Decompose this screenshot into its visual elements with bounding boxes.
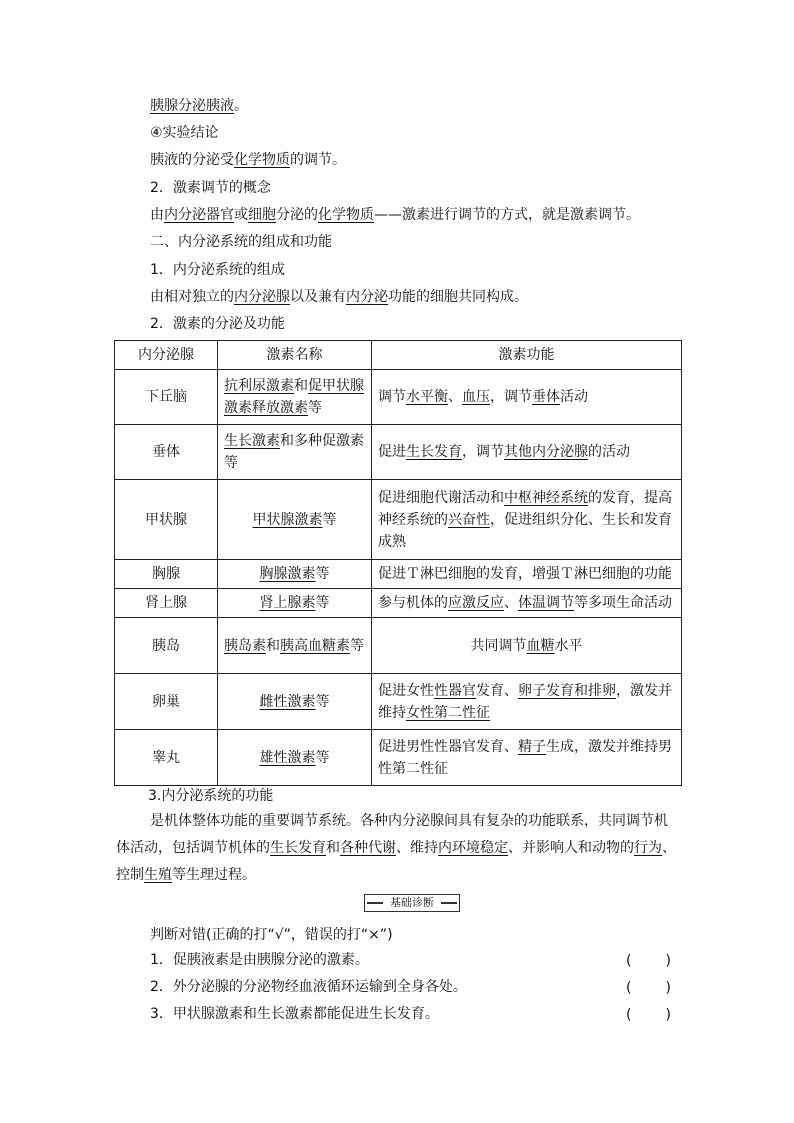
text-run: ，调节 xyxy=(490,389,532,405)
underlined-term: 血糖 xyxy=(526,637,555,654)
text-run: 胰液的分泌受 xyxy=(150,152,234,168)
underlined-term: 胸腺激素 xyxy=(259,566,316,582)
text-line xyxy=(150,150,346,170)
table-row xyxy=(115,370,682,425)
underlined-term: 生长发育 xyxy=(406,444,462,460)
hormone-table xyxy=(114,340,682,786)
underlined-term: 胰高血糖素 xyxy=(280,637,350,654)
text-run: 等 xyxy=(308,400,322,416)
function-cell xyxy=(372,730,682,786)
text-run: 促进细胞代谢活动和 xyxy=(378,489,504,506)
text-run: 等 xyxy=(350,637,364,654)
text-run: 等多项生命活动 xyxy=(574,595,672,611)
hormone-cell xyxy=(218,730,372,786)
underlined-term: 性器官 xyxy=(434,682,476,699)
text-run: 等 xyxy=(315,595,330,611)
text-run: 由相对独立的 xyxy=(150,289,234,305)
text-line xyxy=(116,838,676,858)
underlined-term: 胰腺分泌胰液 xyxy=(150,98,234,114)
function-cell xyxy=(372,674,682,730)
text-run: 二、内分泌系统的组成和功能 xyxy=(150,234,332,250)
instruction-text: 判断对错(正确的打“√”，错误的打“×”) xyxy=(150,927,393,943)
text-run: 和多种促激素等 xyxy=(224,433,364,471)
underlined-term: 女性第二性征 xyxy=(406,704,490,721)
underlined-term: 内分泌器官 xyxy=(164,207,234,223)
underlined-term: 行为 xyxy=(634,840,662,856)
underlined-term: 内分泌 xyxy=(346,289,388,305)
gland-cell: 下丘脑 xyxy=(115,370,218,425)
text-run: 以及兼有 xyxy=(290,289,346,305)
text-line xyxy=(150,287,528,307)
text-run: 水平 xyxy=(554,637,583,654)
text-run: 调节 xyxy=(378,389,406,405)
underlined-term: 兴奋性 xyxy=(448,511,490,528)
answer-paren[interactable]: ( ) xyxy=(626,1007,673,1023)
text-line xyxy=(150,811,668,831)
underlined-term: 生殖 xyxy=(144,867,172,883)
underlined-term: 内分泌腺 xyxy=(234,289,290,305)
text-run: 控制 xyxy=(116,867,144,883)
table-row xyxy=(115,674,682,730)
underlined-term: 卵子发育和排卵 xyxy=(518,682,616,699)
hormone-cell xyxy=(218,589,372,618)
text-run: 由 xyxy=(150,207,164,223)
text-run: 是机体整体功能的重要调节系统。各种内分泌腺间具有复杂的功能联系，共同调节机 xyxy=(150,813,668,829)
text-run: 和 xyxy=(294,378,308,394)
text-run: 1．内分泌系统的组成 xyxy=(150,262,285,278)
underlined-term: 精子 xyxy=(518,738,546,755)
text-run: 促进男性性器官发育、 xyxy=(378,738,518,755)
answer-paren[interactable]: ( ) xyxy=(626,980,673,996)
text-run: ④实验结论 xyxy=(150,125,219,141)
gland-cell: 睾丸 xyxy=(115,730,218,786)
text-run: 参与机体的 xyxy=(378,595,448,611)
text-run: 的发育，提高神经系统的 xyxy=(378,489,672,528)
text-run: 活动 xyxy=(560,389,588,405)
underlined-term: 抗利尿激素 xyxy=(224,378,294,394)
text-run: 、 xyxy=(448,389,462,405)
text-run: 等生理过程。 xyxy=(172,867,256,883)
function-cell xyxy=(372,425,682,480)
section-badge xyxy=(364,894,460,912)
text-run: 、维持 xyxy=(396,840,438,856)
text-run: 促进Ｔ淋巴细胞的发育，增强Ｔ淋巴细胞的功能 xyxy=(378,566,672,582)
underlined-term: 水平衡 xyxy=(406,389,448,405)
underlined-term: 中枢神经系统 xyxy=(504,489,588,506)
text-run: 促进女性 xyxy=(378,682,434,699)
answer-paren[interactable]: ( ) xyxy=(626,953,673,969)
text-run: 促进 xyxy=(378,444,406,460)
underlined-term: 生长发育 xyxy=(270,840,326,856)
underlined-term: 化学物质 xyxy=(318,207,374,223)
underlined-term: 垂体 xyxy=(532,389,560,405)
text-run: ，促进组织分化、生长和发育成熟 xyxy=(378,511,672,550)
subheading xyxy=(150,260,285,280)
question-item: 3．甲状腺激素和生长激素都能促进生长发育。 xyxy=(150,1006,439,1022)
underlined-term: 内环境稳定 xyxy=(438,840,508,856)
text-run: 发育、 xyxy=(476,682,518,699)
text-run: 、并影响人和动物的 xyxy=(508,840,634,856)
text-run: 分泌的 xyxy=(276,207,318,223)
text-run: 体活动，包括调节机体的 xyxy=(116,840,270,856)
text-run: ——激素进行调节的方式，就是激素调节。 xyxy=(374,207,640,223)
table-row xyxy=(115,480,682,560)
text-line xyxy=(150,96,248,116)
text-line xyxy=(150,205,640,225)
underlined-term: 应激反应 xyxy=(448,595,504,611)
text-run: 。 xyxy=(234,98,248,114)
function-cell xyxy=(372,618,682,674)
table-header-row xyxy=(115,341,682,370)
text-line xyxy=(116,865,256,885)
text-run: 等 xyxy=(315,693,330,710)
section-heading: 3.内分泌系统的功能 xyxy=(148,788,274,804)
gland-cell: 肾上腺 xyxy=(115,589,218,618)
underlined-term: 各种代谢 xyxy=(340,840,396,856)
hormone-cell xyxy=(218,480,372,560)
text-run: 等 xyxy=(315,566,330,582)
underlined-term: 雄性激素 xyxy=(259,749,316,766)
table-row xyxy=(115,425,682,480)
hormone-cell xyxy=(218,425,372,480)
text-run: 的活动 xyxy=(588,444,630,460)
subheading xyxy=(150,123,219,143)
underlined-term: 体温调节 xyxy=(518,595,574,611)
underlined-term: 促甲状腺激素释放激素 xyxy=(224,378,364,416)
text-run: 2．激素调节的概念 xyxy=(150,180,271,196)
gland-cell: 胰岛 xyxy=(115,618,218,674)
gland-cell: 胸腺 xyxy=(115,560,218,589)
gland-cell: 垂体 xyxy=(115,425,218,480)
hormone-cell xyxy=(218,674,372,730)
text-run: 、 xyxy=(662,840,676,856)
hormone-cell xyxy=(218,618,372,674)
text-run: ，调节 xyxy=(462,444,504,460)
header-hormone: 激素名称 xyxy=(218,341,372,370)
header-gland: 内分泌腺 xyxy=(115,341,218,370)
function-cell xyxy=(372,560,682,589)
underlined-term: 血压 xyxy=(462,389,490,405)
gland-cell: 甲状腺 xyxy=(115,480,218,560)
text-run: 等 xyxy=(322,511,337,528)
subheading xyxy=(150,314,285,334)
function-cell xyxy=(372,370,682,425)
underlined-term: 化学物质 xyxy=(234,152,290,168)
table-row xyxy=(115,618,682,674)
text-run: 功能的细胞共同构成。 xyxy=(388,289,528,305)
function-cell xyxy=(372,480,682,560)
hormone-cell xyxy=(218,370,372,425)
gland-cell: 卵巢 xyxy=(115,674,218,730)
text-run: ，激发并维持 xyxy=(378,682,672,721)
text-run: 的调节。 xyxy=(290,152,346,168)
underlined-term: 胰岛素 xyxy=(224,637,266,654)
question-item: 2．外分泌腺的分泌物经血液循环运输到全身各处。 xyxy=(150,979,467,995)
subheading xyxy=(150,178,271,198)
text-run: 、 xyxy=(504,595,518,611)
function-cell xyxy=(372,589,682,618)
table-row xyxy=(115,560,682,589)
underlined-term: 甲状腺激素 xyxy=(252,511,323,528)
text-run: 和 xyxy=(326,840,340,856)
underlined-term: 肾上腺素 xyxy=(259,595,316,611)
text-run: 等 xyxy=(315,749,330,766)
underlined-term: 其他内分泌腺 xyxy=(504,444,588,460)
badge-label: 基础诊断 xyxy=(390,896,434,909)
header-function: 激素功能 xyxy=(372,341,682,370)
text-run: 2．激素的分泌及功能 xyxy=(150,316,285,332)
section-heading xyxy=(150,232,332,252)
underlined-term: 生长激素 xyxy=(224,433,280,449)
text-run: 或 xyxy=(234,207,248,223)
hormone-cell xyxy=(218,560,372,589)
text-run: 共同调节 xyxy=(470,637,527,654)
table-row xyxy=(115,589,682,618)
question-item: 1．促胰液素是由胰腺分泌的激素。 xyxy=(150,952,369,968)
text-run: 和 xyxy=(266,637,280,654)
underlined-term: 雌性激素 xyxy=(259,693,316,710)
text-run: 生成，激发并维持男性第二性征 xyxy=(378,738,672,777)
underlined-term: 细胞 xyxy=(248,207,276,223)
table-row xyxy=(115,730,682,786)
